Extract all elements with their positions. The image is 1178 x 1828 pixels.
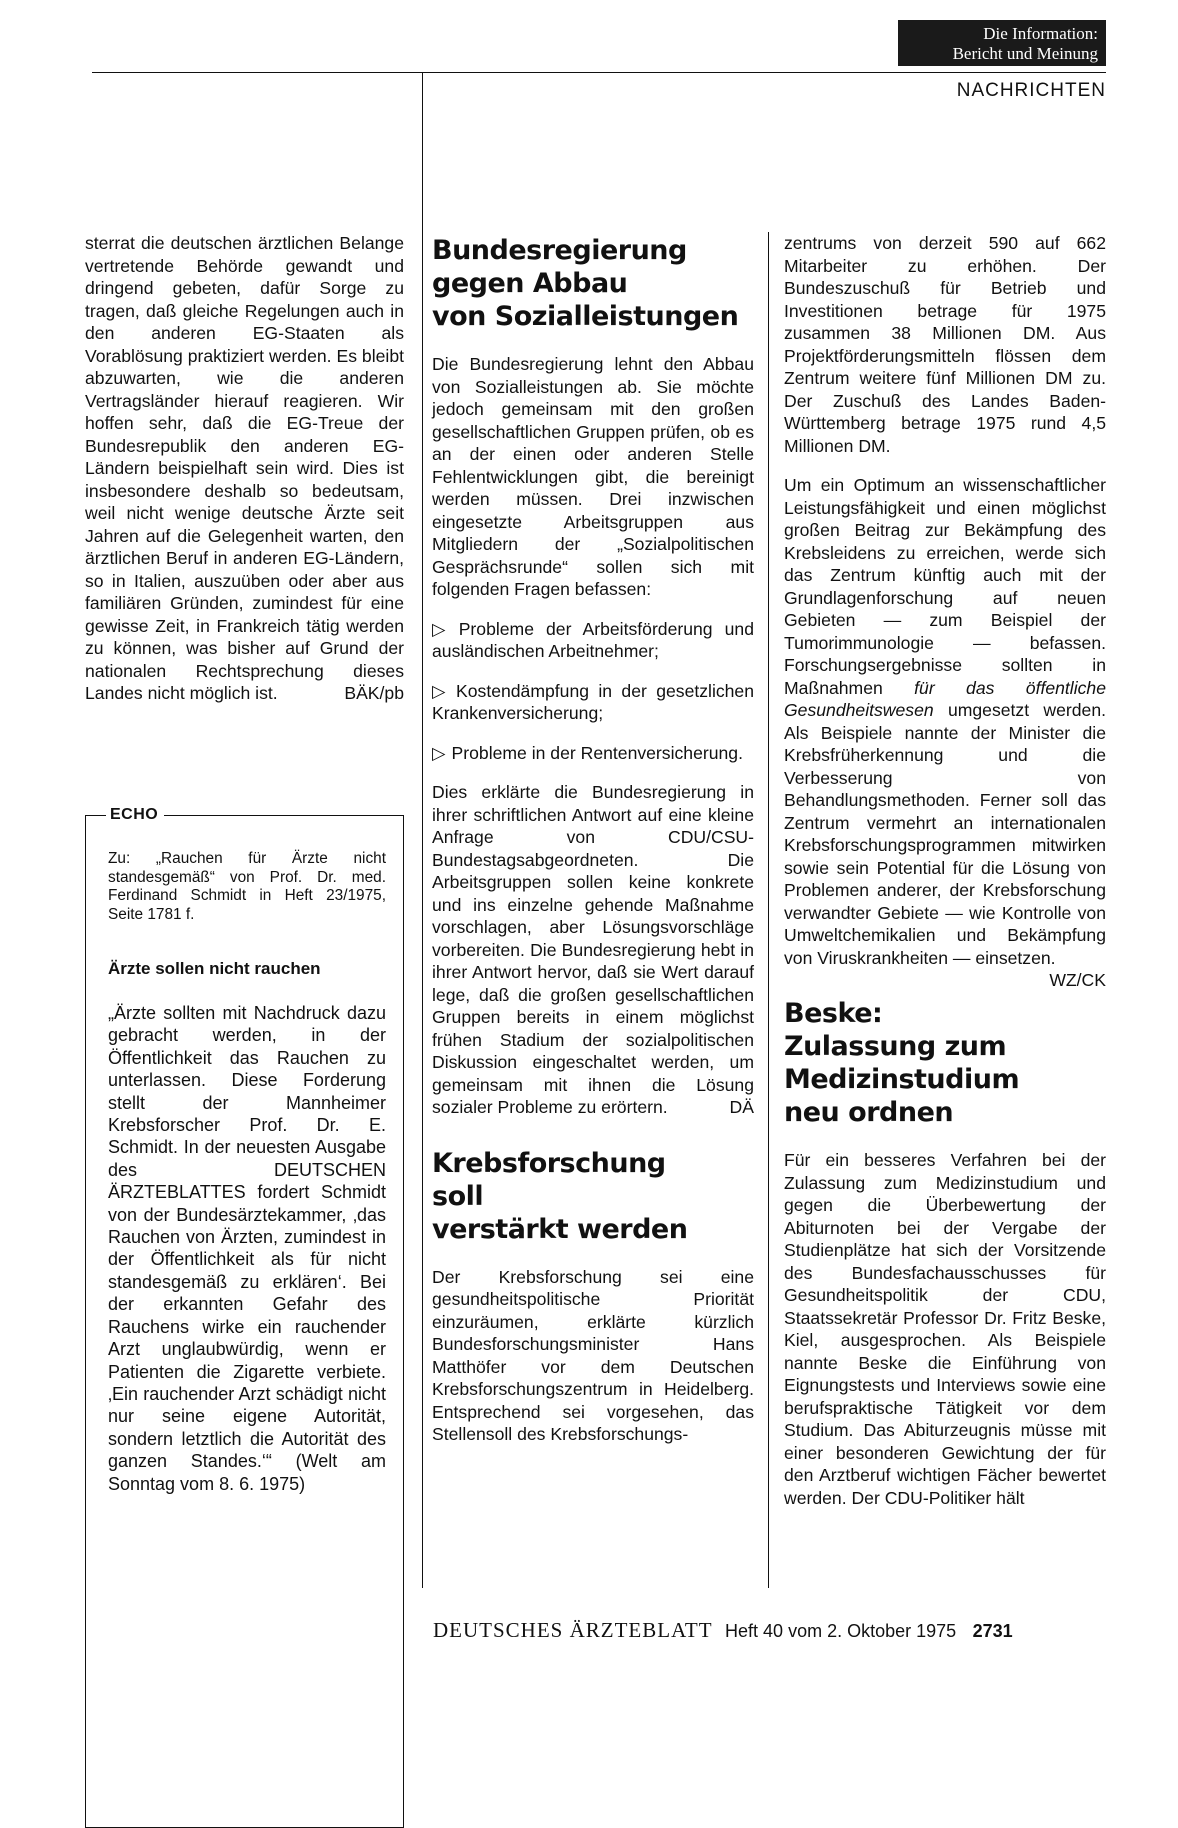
italic-phrase: für das öffentliche Gesundheitswesen [784, 677, 1106, 720]
section-label: NACHRICHTEN [956, 80, 1106, 101]
column-1 [85, 232, 404, 722]
headline-line: Krebsforschung [432, 1147, 666, 1179]
body-text: umgesetzt werden. Als Beispiele nannte der Minister die Krebsfrüherkennung und die Verbesserung von Behandlungsmethoden. Ferner soll das Zentrum vermehrt an internationalen Krebsforschungsprogrammen mitwirken sowie sein Potential für die Lösung von Problemen anderer, der Krebsforschung verwandter Gebiete — wie Kontrolle von Umweltchemikalien und Bekämpfung von Viruskrankheiten — einsetzen. [784, 700, 1106, 968]
headline-line: Medizinstudium [784, 1064, 1020, 1095]
bullet-text: Kostendämpfung in der gesetzlichen Krankenversicherung; [432, 680, 755, 723]
bullet-item [432, 680, 754, 725]
headline-line: Beske: [784, 998, 883, 1029]
headline-line: Zulassung zum [784, 1031, 1007, 1062]
column-2 [432, 232, 754, 1463]
continued-article-text: sterrat die deutschen ärztlichen Belange vertretende Behörde gewandt und dringend gebeten, dafür Sorge zu tragen, daß gleiche Regelungen auch in den anderen EG-Staaten als Vorablösung praktiziert werden. Es bleibt abzuwarten, wie die anderen Vertragsländer hierauf reagieren. Wir hoffen sehr, daß die EG-Treue der Bundesrepublik den anderen EG-Ländern beispielhaft sein wird. Dies ist insbesondere deshalb so bedeutsam, weil nicht wenige deutsche Ärzte seit Jahren auf die Gelegenheit warten, den ärztlichen Beruf in anderen EG-Ländern, so in Italien, auszuüben oder aber aus familiären Gründen, zumindest für eine gewisse Zeit, in Frankreich tätig werden zu können, was bisher auf Grund der nationalen Rechtsprechung dieses Landes nicht möglich ist. [85, 233, 404, 703]
headline-line: Bundesregierung [432, 235, 687, 266]
masthead-line-2: Bericht und Meinung [952, 44, 1098, 63]
echo-label: ECHO [106, 806, 164, 824]
triangle-bullet-icon: ▷ [432, 680, 450, 701]
triangle-bullet-icon: ▷ [432, 618, 453, 639]
top-rule [92, 72, 1106, 73]
column-divider-2 [768, 232, 769, 1588]
article-headline-krebsforschung [432, 1147, 754, 1246]
publication-name: DEUTSCHES ÄRZTEBLATT [433, 1618, 713, 1642]
signature-dae: DÄ [729, 1097, 754, 1117]
signature-baek: BÄK/pb [344, 683, 404, 703]
article-body [784, 474, 1106, 990]
article-body: Für ein besseres Verfahren bei der Zulassung zum Medizinstudium und gegen die Überbewertung der Abiturnoten bei der Vergabe der Studienplätze hat sich der Vorsitzende des Bundesfachausschusses für Gesundheitspolitik der CDU, Staatssekretär Professor Dr. Fritz Beske, Kiel, ausgesprochen. Als Beispiele nannte Beske die Einführung von Eignungstests und Interviews sowie eine berufspraktische Tätigkeit vor dem Studium. Das Abiturzeugnis müsse mit einer besonderen Gewichtung der für den Arztberuf wichtigen Fächer bewertet werden. Der CDU-Politiker hält [784, 1150, 1106, 1508]
bullet-item [432, 618, 754, 663]
echo-reference: Zu: „Rauchen für Ärzte nicht standesgemäß“ von Prof. Dr. med. Ferdinand Schmidt in Heft 23/1975, Seite 1781 f. [108, 850, 386, 923]
article-headline-sozialleistungen [432, 234, 754, 333]
headline-line: neu ordnen [784, 1097, 954, 1128]
page-number: 2731 [972, 1621, 1013, 1641]
echo-box [85, 806, 404, 1828]
column-1-text [85, 232, 404, 705]
headline-line: gegen Abbau [432, 268, 628, 299]
issue-info: Heft 40 vom 2. Oktober 1975 [725, 1621, 957, 1641]
echo-heading: Ärzte sollen nicht rauchen [108, 959, 321, 978]
article-headline-beske [784, 997, 1106, 1129]
signature-wzck: WZ/CK [1049, 970, 1106, 990]
headline-line: verstärkt werden [432, 1213, 688, 1245]
bullet-text: Probleme der Arbeitsförderung und ausländischen Arbeitnehmer; [432, 618, 754, 661]
bullet-text: Probleme in der Rentenversicherung. [451, 742, 743, 763]
article-body: Der Krebsforschung sei eine gesundheitspolitische Priorität einzuräumen, erklärte kürzlich Bundesforschungsminister Hans Matthöfer vor dem Deutschen Krebsforschungszentrum in Heidelberg. Entsprechend sei vorgesehen, das Stellensoll des Krebsforschungs- [432, 1266, 754, 1444]
closing-text: Dies erklärte die Bundesregierung in ihrer schriftlichen Antwort auf eine kleine Anfrage von CDU/CSU-Bundestagsabgeordneten. Die Arbeitsgruppen sollen keine konkrete und ins einzelne gehende Maßnahme vorschlagen, aber Lösungsvorschläge vorbereiten. Die Bundesregierung hebt in ihrer Antwort hervor, daß sie Wert darauf lege, daß die großen gesellschaftlichen Gruppen bereits in einem möglichst frühen Stadium der sozialpolitischen Diskussion eingeschaltet werden, um gemeinsam mit ihnen die Lösung sozialer Probleme zu erörtern. [432, 782, 754, 1117]
article-intro: Die Bundesregierung lehnt den Abbau von Sozialleistungen ab. Sie möchte jedoch gemeinsam mit den großen gesellschaftlichen Gruppen prüfen, ob es an der einen oder anderen Stelle Fehlentwicklungen gibt, die bereinigt werden müssen. Drei inzwischen eingesetzte Arbeitsgruppen aus Mitgliedern der „Sozialpolitischen Gesprächsrunde“ sollen sich mit folgenden Fragen befassen: [432, 354, 754, 599]
page-footer [433, 1618, 1013, 1643]
masthead-line-1: Die Information: [983, 24, 1098, 43]
article-closing [432, 781, 754, 1119]
masthead-box [898, 20, 1106, 66]
bullet-item [432, 742, 754, 765]
article-body: zentrums von derzeit 590 auf 662 Mitarbeiter zu erhöhen. Der Bundeszuschuß für Betrieb und Investitionen betrage für 1975 zusammen 38 Millionen DM. Aus Projektförderungsmitteln flössen dem Zentrum weitere fünf Millionen DM zu. Der Zuschuß des Landes Baden-Württemberg betrage 1975 rund 4,5 Millionen DM. [784, 233, 1106, 456]
echo-body: „Ärzte sollten mit Nachdruck dazu gebracht werden, in der Öffentlichkeit das Rauchen zu unterlassen. Diese Forderung stellt der Mannheimer Krebsforscher Prof. Dr. E. Schmidt. In der neuesten Ausgabe des DEUTSCHEN ÄRZTEBLATTES fordert Schmidt von der Bundesärztekammer, ‚das Rauchen von Ärzten, zumindest in der Öffentlichkeit als für nicht standesgemäß zu erklären‘. Bei der erkannten Gefahr des Rauchens wirke ein rauchender Arzt unglaubwürdig, wenn er Patienten die Zigarette verbiete. ‚Ein rauchender Arzt schädigt nicht nur seine eigene Autorität, sondern letztlich die Autorität des ganzen Standes.‘“ (Welt am Sonntag vom 8. 6. 1975) [108, 1003, 386, 1494]
column-divider-1 [422, 73, 423, 1588]
column-3 [784, 232, 1106, 1526]
body-text: Um ein Optimum an wissenschaftlicher Leistungsfähigkeit und einen möglichst großen Beitrag zur Bekämpfung des Krebsleidens zu erreichen, werde sich das Zentrum künftig auch mit der Grundlagenforschung auf neuen Gebieten — zum Beispiel der Tumorimmunologie — befassen. Forschungsergebnisse sollten in Maßnahmen [784, 475, 1106, 698]
triangle-bullet-icon: ▷ [432, 742, 446, 763]
headline-line: von Sozialleistungen [432, 301, 739, 332]
headline-line: soll [432, 1180, 484, 1212]
